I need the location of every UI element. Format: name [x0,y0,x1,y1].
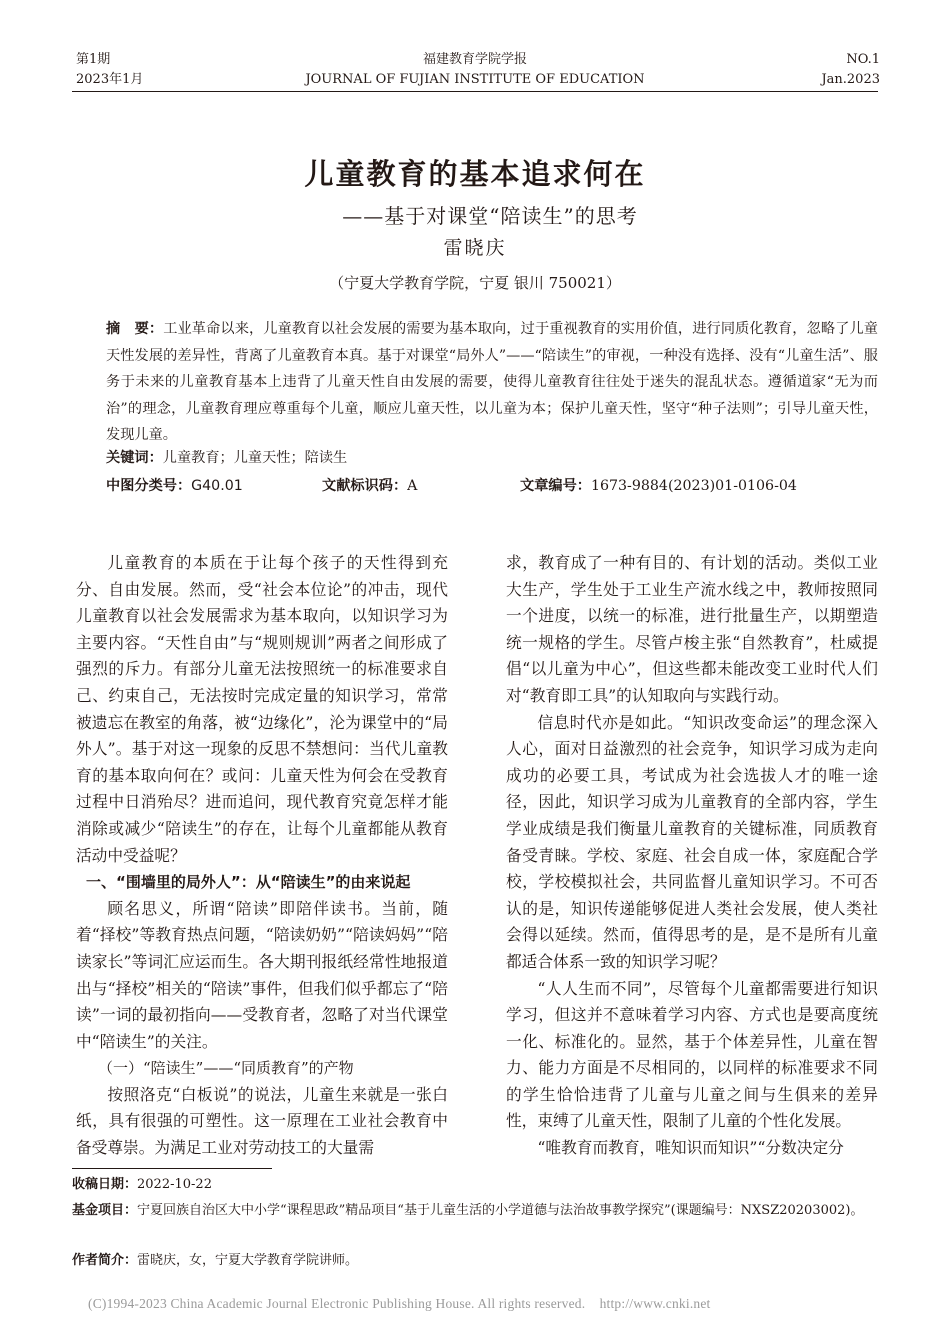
body-right-column [506,550,878,1162]
clc-value: G40.01 [191,478,243,494]
footnote-fund [72,1200,878,1222]
header-issue-cn: 第1期 [76,52,111,67]
header-rule [72,91,878,92]
abstract-text: 工业革命以来，儿童教育以社会发展的需要为基本取向，过于重视教育的实用价值，进行同质化教育，忽略了儿童天性发展的差异性，背离了儿童教育本真。基于对课堂“局外人”——“陪读生”的审视，一种没有选择、没有“儿童生活”、服务于未来的儿童教育基本上违背了儿童天性自由发展的需要，使得儿童教育往往处于迷失的混乱状态。遵循道家“无为而治”的理念，儿童教育理应尊重每个儿童，顺应儿童天性，以儿童为本；保护儿童天性，坚守“种子法则”；引导儿童天性，发现儿童。 [106,321,878,443]
doc-code [322,475,417,495]
body-paragraph: 信息时代亦是如此。“知识改变命运”的理念深入人心，面对日益激烈的社会竞争，知识学习成为走向成功的必要工具，考试成为社会选拔人才的唯一途径，因此，知识学习成为儿童教育的全部内容，学生学业成绩是我们衡量儿童教育的关键标准，同质教育备受青睐。学校、家庭、社会自成一体，家庭配合学校，学校模拟社会，共同监督儿童知识学习。不可否认的是，知识传递能够促进人类社会发展，使人类社会得以延续。然而，值得思考的是，是不是所有儿童都适合体系一致的知识学习呢？ [506,712,878,971]
article-subtitle: ——基于对课堂“陪读生”的思考 [342,204,638,228]
abstract [106,316,878,449]
header-date-en: Jan.2023 [821,72,880,87]
body-left-column [76,550,448,1162]
keywords [106,447,347,467]
body-paragraph: “唯教育而教育，唯知识而知识”“分数决定分 [537,1138,844,1158]
article-title: 儿童教育的基本追求何在 [304,157,646,191]
header-date-cn: 2023年1月 [76,72,144,87]
copyright-notice: (C)1994-2023 China Academic Journal Electronic Publishing House. All rights reserved. http://www.cnki.net [88,1296,711,1311]
header-issue-en-block [821,50,880,90]
footnote-received [72,1174,878,1196]
body-paragraph: 顾名思义，所谓“陪读”即陪伴读书。当前，随着“择校”等教育热点问题，“陪读奶奶”“陪读妈妈”“陪读家长”等词汇应运而生。各大期刊报纸经常性地报道出与“择校”相关的“陪读”事件，但我们似乎都忘了“陪读”一词的最初指向——受教育者，忽略了对当代课堂中“陪读生”的关注。 [76,898,448,1051]
clc-label: 中图分类号： [106,478,192,494]
section-heading: 一、“围墙里的局外人”：从“陪读生”的由来说起 [86,873,411,892]
article-id-value: 1673-9884(2023)01-0106-04 [590,478,797,494]
abstract-label: 摘 要： [106,321,164,337]
received-value: 2022-10-22 [137,1177,212,1192]
footnote-bio [72,1250,878,1272]
keywords-text: 儿童教育；儿童天性；陪读生 [162,450,348,466]
body-paragraph: 儿童教育的本质在于让每个孩子的天性得到充分、自由发展。然而，受“社会本位论”的冲击，现代儿童教育以社会发展需求为基本取向，以知识学习为主要内容。“天性自由”与“规则规训”两者之间形成了强烈的斥力。有部分儿童无法按照统一的标准要求自己、约束自己，无法按时完成定量的知识学习，常常被遗忘在教室的角落，被“边缘化”，沦为课堂中的“局外人”。基于对这一现象的反思不禁想问：当代儿童教育的基本取向何在？或问：儿童天性为何会在受教育过程中日消殆尽？进而追问，现代教育究竟怎样才能消除或减少“陪读生”的存在，让每个儿童都能从教育活动中受益呢？ [76,553,448,865]
bio-label: 作者简介： [72,1253,138,1268]
fund-value: 宁夏回族自治区大中小学“课程思政”精品项目“基于儿童生活的小学道德与法治故事教学探究”(课题编号：NXSZ20203002)。 [137,1203,864,1218]
header-journal-cn: 福建教育学院学报 [422,52,527,67]
body-paragraph: 按照洛克“白板说”的说法，儿童生来就是一张白纸，具有很强的可塑性。这一原理在工业社会教育中备受尊崇。为满足工业对劳动技工的大量需 [76,1084,448,1158]
bio-value: 雷晓庆，女，宁夏大学教育学院讲师。 [137,1253,359,1268]
clc-number [106,475,243,495]
header-journal-en: JOURNAL OF FUJIAN INSTITUTE OF EDUCATION [305,72,645,87]
doc-value: A [407,478,418,494]
header-journal [0,50,950,90]
doc-label: 文献标识码： [322,478,408,494]
received-label: 收稿日期： [72,1177,138,1192]
article-id [520,475,797,495]
article-id-label: 文章编号： [520,478,591,494]
keywords-label: 关键词： [106,450,163,466]
body-paragraph: “人人生而不同”，尽管每个儿童都需要进行知识学习，但这并不意味着学习内容、方式也是要高度统一化、标准化的。显然，基于个体差异性，儿童在智力、能力方面是不尽相同的，以同样的标准要求不同的学生恰恰违背了儿童与儿童之间与生俱来的差异性，束缚了儿童天性，限制了儿童的个性化发展。 [506,978,878,1131]
article-affiliation: （宁夏大学教育学院，宁夏 银川 750021） [329,274,621,292]
subsection-heading: （一）“陪读生”——“同质教育”的产物 [98,1059,354,1078]
article-author: 雷晓庆 [443,237,507,259]
header-issue-en: NO.1 [846,52,880,67]
fund-label: 基金项目： [72,1203,138,1218]
body-paragraph-continued: 求，教育成了一种有目的、有计划的活动。类似工业大生产，学生处于工业生产流水线之中，教师按照同一个进度，以统一的标准，进行批量生产，以期塑造统一规格的学生。尽管卢梭主张“自然教育”，杜威提倡“以儿童为中心”，但这些都未能改变工业时代人们对“教育即工具”的认知取向与实践行动。 [506,553,878,705]
footnote-rule [72,1168,272,1169]
